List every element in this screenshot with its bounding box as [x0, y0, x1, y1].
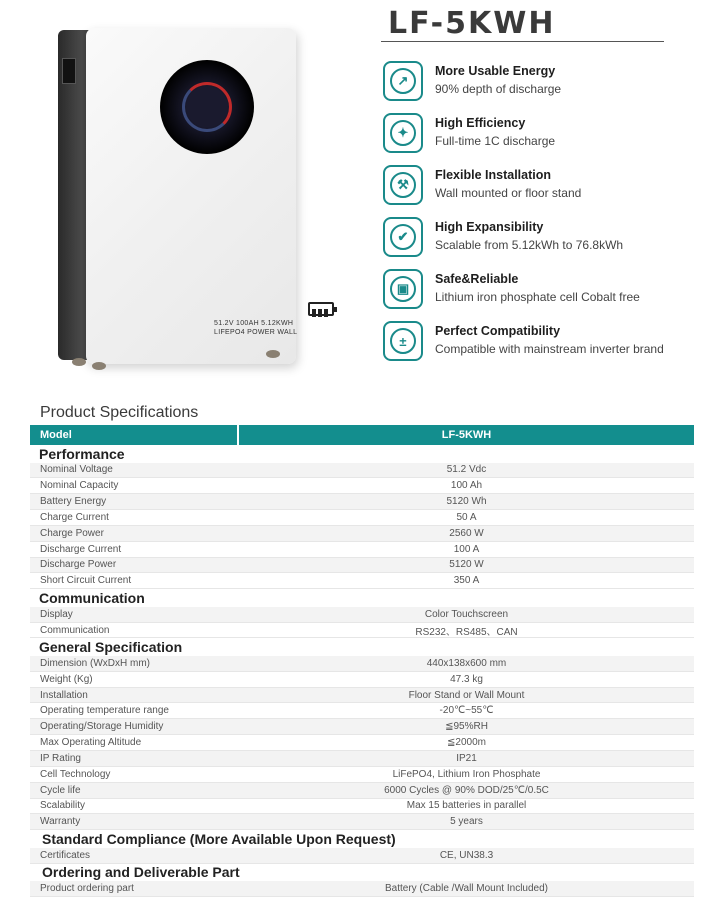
- spec-value: -20℃~55℃: [439, 705, 494, 717]
- product-title: LF-5KWH: [388, 6, 556, 41]
- spec-value: IP21: [456, 752, 477, 764]
- table-row: [30, 783, 694, 799]
- spec-label: Discharge Current: [40, 543, 122, 555]
- battery-foot: [266, 350, 280, 358]
- battery-foot: [72, 358, 86, 366]
- table-row: [30, 656, 694, 672]
- spec-value: Battery (Cable /Wall Mount Included): [384, 882, 549, 894]
- feature-item: [383, 61, 703, 103]
- spec-value: 47.3 kg: [450, 673, 483, 685]
- spec-label: Display: [40, 608, 73, 620]
- spec-label: Installation: [40, 689, 88, 701]
- title-divider: [381, 41, 664, 42]
- table-row: [30, 478, 694, 494]
- spec-value: 100 A: [453, 543, 480, 555]
- spec-value: LiFePO4, Lithium Iron Phosphate: [392, 768, 541, 780]
- shield-check-icon: ✔: [383, 217, 423, 257]
- spec-label: Weight (Kg): [40, 673, 93, 685]
- feature-desc: Scalable from 5.12kWh to 76.8kWh: [435, 238, 624, 252]
- feature-item: [383, 165, 703, 207]
- feature-title: High Expansibility: [435, 220, 544, 234]
- spec-value: ≦95%RH: [445, 721, 488, 733]
- spec-label: Cycle life: [40, 784, 81, 796]
- spec-label: Charge Power: [40, 527, 104, 539]
- spec-label: Product ordering part: [40, 882, 134, 894]
- header-model-label: Model: [30, 425, 239, 445]
- feature-title: More Usable Energy: [435, 64, 556, 78]
- table-row: [30, 494, 694, 510]
- feature-desc: 90% depth of discharge: [435, 82, 562, 96]
- spec-value: 2560 W: [449, 527, 484, 539]
- specs-table: [30, 425, 694, 897]
- feature-title: Flexible Installation: [435, 168, 551, 182]
- table-row: [30, 703, 694, 719]
- section-title-row: [30, 638, 694, 656]
- spec-value: 5 years: [450, 816, 483, 828]
- spec-value: 440x138x600 mm: [426, 657, 507, 669]
- table-row: [30, 848, 694, 864]
- spec-label: Nominal Capacity: [40, 480, 119, 492]
- spec-label: Operating temperature range: [40, 705, 169, 717]
- spec-value: 350 A: [453, 575, 480, 587]
- feature-desc: Compatible with mainstream inverter brand: [435, 342, 664, 356]
- battery-level-icon: [308, 302, 334, 316]
- table-row: [30, 542, 694, 558]
- spec-value: ≦2000m: [447, 737, 486, 749]
- spec-value: CE, UN38.3: [439, 849, 494, 861]
- spec-value: 6000 Cycles @ 90% DOD/25℃/0.5C: [384, 784, 549, 796]
- spec-label: Battery Energy: [40, 496, 107, 508]
- table-row: [30, 573, 694, 589]
- spec-label: Operating/Storage Humidity: [40, 721, 164, 733]
- table-row: [30, 607, 694, 623]
- spec-label: Certificates: [40, 849, 91, 861]
- feature-title: High Efficiency: [435, 116, 526, 130]
- table-row: [30, 814, 694, 830]
- table-row: [30, 751, 694, 767]
- table-row: [30, 719, 694, 735]
- feature-title: Perfect Compatibility: [435, 324, 561, 338]
- section-title: Ordering and Deliverable Part: [42, 864, 240, 881]
- energy-bars-icon: ↗: [383, 61, 423, 101]
- spec-value: 50 A: [456, 511, 477, 523]
- spec-label: Communication: [40, 624, 110, 636]
- section-title-row: [30, 864, 694, 882]
- spec-value: 51.2 Vdc: [446, 464, 487, 476]
- battery-plus-minus-icon: ±: [383, 321, 423, 361]
- spec-label: Nominal Voltage: [40, 464, 113, 476]
- specs-heading: Product Specifications: [40, 404, 199, 421]
- section-title: Performance: [39, 445, 125, 462]
- feature-item: [383, 269, 703, 311]
- spec-value: Max 15 batteries in parallel: [406, 800, 527, 812]
- spec-label: Charge Current: [40, 511, 109, 523]
- battery-foot: [92, 362, 106, 370]
- panel-label-line2: LIFEPO4 POWER WALL: [214, 329, 298, 336]
- spec-value: 5120 Wh: [446, 496, 487, 508]
- share-nodes-icon: ✦: [383, 113, 423, 153]
- spec-value: Color Touchscreen: [424, 608, 509, 620]
- spec-label: Short Circuit Current: [40, 575, 132, 587]
- spec-label: Warranty: [40, 816, 81, 828]
- table-row: [30, 526, 694, 542]
- table-row: [30, 672, 694, 688]
- section-title: Standard Compliance (More Available Upon Request): [42, 830, 396, 847]
- table-header-row: [30, 425, 694, 445]
- header-model-value: LF-5KWH: [441, 429, 492, 441]
- feature-desc: Full-time 1C discharge: [435, 134, 556, 148]
- spec-value: RS232、RS485、CAN: [415, 626, 518, 638]
- section-title-row: [30, 445, 694, 463]
- spec-label: IP Rating: [40, 752, 81, 764]
- spec-label: Dimension (WxDxH mm): [40, 657, 150, 669]
- touchscreen-display: [160, 60, 254, 154]
- feature-desc: Lithium iron phosphate cell Cobalt free: [435, 290, 640, 304]
- feature-desc: Wall mounted or floor stand: [435, 186, 582, 200]
- table-row: [30, 623, 694, 639]
- section-title-row: [30, 589, 694, 607]
- section-title: General Specification: [39, 639, 183, 656]
- table-row: [30, 510, 694, 526]
- table-row: [30, 688, 694, 704]
- section-title: Communication: [39, 590, 145, 606]
- table-row: [30, 767, 694, 783]
- safe-cube-icon: ▣: [383, 269, 423, 309]
- spec-value: Floor Stand or Wall Mount: [408, 689, 525, 701]
- feature-title: Safe&Reliable: [435, 272, 519, 286]
- panel-label-line1: 51.2V 100AH 5.12KWH: [214, 320, 294, 327]
- product-image: [38, 20, 318, 380]
- table-row: [30, 558, 694, 574]
- spec-label: Max Operating Altitude: [40, 737, 142, 749]
- spec-value: 5120 W: [449, 559, 484, 571]
- table-row: [30, 735, 694, 751]
- table-row: [30, 799, 694, 815]
- spec-label: Cell Technology: [40, 768, 111, 780]
- section-title-row: [30, 830, 694, 848]
- table-row: [30, 463, 694, 479]
- feature-item: [383, 321, 703, 363]
- spec-label: Scalability: [40, 800, 86, 812]
- tools-icon: ⚒: [383, 165, 423, 205]
- table-row: [30, 881, 694, 897]
- feature-item: [383, 113, 703, 155]
- spec-value: 100 Ah: [450, 480, 483, 492]
- battery-front-panel: [86, 28, 296, 364]
- spec-label: Discharge Power: [40, 559, 117, 571]
- feature-item: [383, 217, 703, 259]
